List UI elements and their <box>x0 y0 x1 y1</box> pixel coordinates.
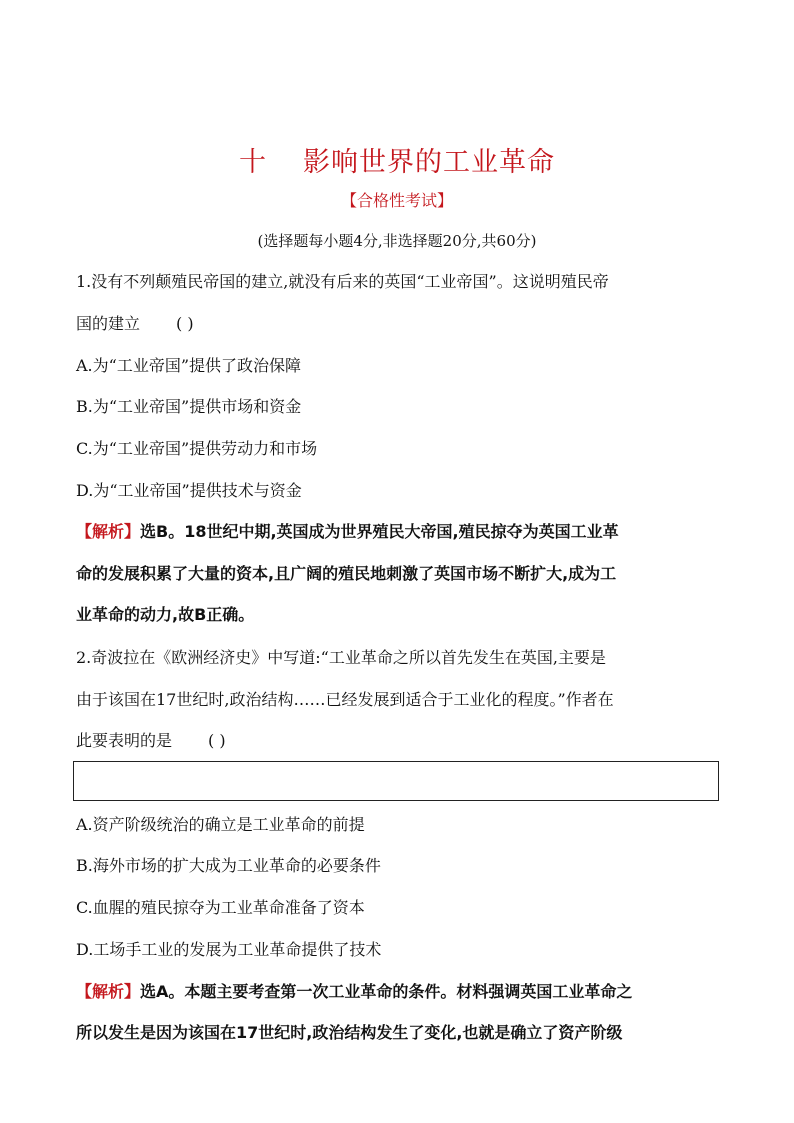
q2-stem-text: 此要表明的是 <box>76 731 173 750</box>
q2-option-c: C.血腥的殖民掠夺为工业革命准备了资本 <box>76 898 365 917</box>
q2-stem-line-1: 2.奇波拉在《欧洲经济史》中写道:“工业革命之所以首先发生在英国,主要是 <box>76 648 606 667</box>
q2-analysis-tag: 【解析】 <box>76 982 141 1001</box>
q1-answer-blank: ( ) <box>176 314 194 333</box>
q2-stem-line-3 <box>76 731 720 751</box>
q2-option-d: D.工场手工业的发展为工业革命提供了技术 <box>76 940 382 959</box>
q1-stem-line-1: 1.没有不列颠殖民帝国的建立,就没有后来的英国“工业帝国”。这说明殖民帝 <box>76 272 609 291</box>
q2-analysis-line-2: 所以发生是因为该国在17世纪时,政治结构发生了变化,也就是确立了资产阶级 <box>76 1023 623 1042</box>
q1-analysis-line-1 <box>76 522 720 542</box>
q1-analysis-line-2: 命的发展积累了大量的资本,且广阔的殖民地刺激了英国市场不断扩大,成为工 <box>76 564 617 583</box>
q1-analysis-line-3: 业革命的动力,故B正确。 <box>76 605 255 624</box>
q2-analysis-line-1 <box>76 982 720 1002</box>
q1-stem-text: 国的建立 <box>76 314 141 333</box>
q1-option-a: A.为“工业帝国”提供了政治保障 <box>76 356 302 375</box>
q1-option-c: C.为“工业帝国”提供劳动力和市场 <box>76 439 318 458</box>
q2-answer-blank: ( ) <box>208 731 226 750</box>
q1-option-b: B.为“工业帝国”提供市场和资金 <box>76 397 302 416</box>
q1-analysis-tag: 【解析】 <box>76 522 141 541</box>
scoring-note: (选择题每小题4分,非选择题20分,共60分) <box>257 232 537 250</box>
q2-stem-line-2: 由于该国在17世纪时,政治结构……已经发展到适合于工业化的程度。”作者在 <box>76 690 614 709</box>
q2-option-a: A.资产阶级统治的确立是工业革命的前提 <box>76 815 365 834</box>
q2-analysis-text: 选A。本题主要考查第一次工业革命的条件。材料强调英国工业革命之 <box>140 982 633 1001</box>
title-number: 十 <box>239 147 267 178</box>
exam-type-subtitle: 【合格性考试】 <box>340 191 453 210</box>
q2-option-b: B.海外市场的扩大成为工业革命的必要条件 <box>76 856 381 875</box>
answer-box <box>73 761 719 801</box>
page-title <box>0 140 794 179</box>
q1-option-d: D.为“工业帝国”提供技术与资金 <box>76 481 302 500</box>
title-text: 影响世界的工业革命 <box>303 147 555 178</box>
q1-stem-line-2 <box>76 314 720 334</box>
q1-analysis-text: 选B。18世纪中期,英国成为世界殖民大帝国,殖民掠夺为英国工业革 <box>140 522 619 541</box>
